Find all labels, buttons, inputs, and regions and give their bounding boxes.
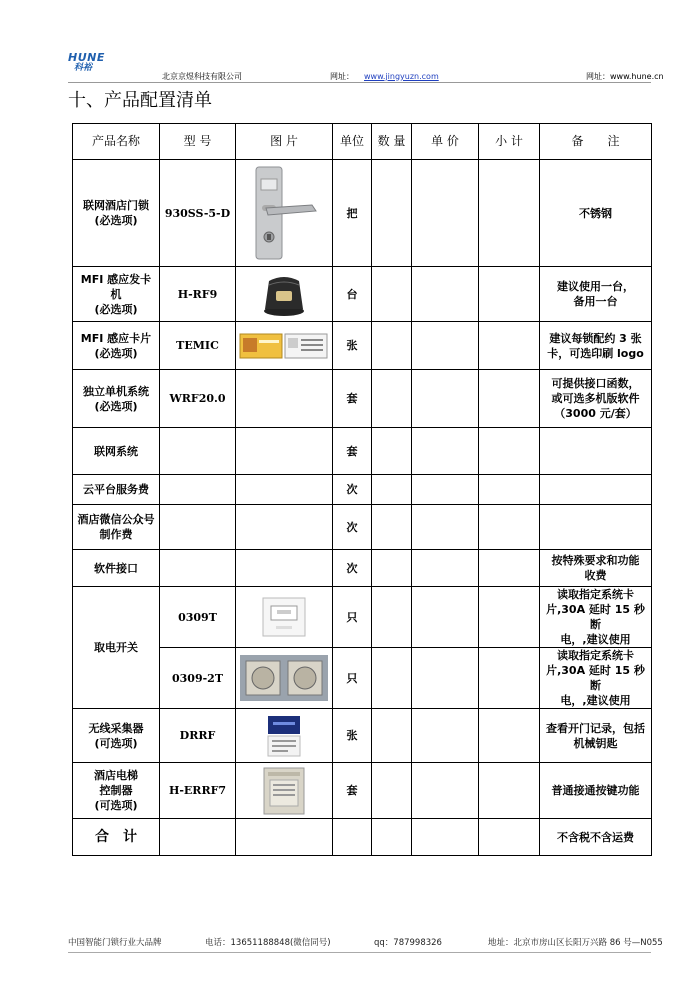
product-name: 云平台服务费: [73, 475, 160, 505]
product-unit: 套: [333, 370, 372, 428]
product-image: [236, 428, 333, 475]
qty-cell[interactable]: [372, 550, 412, 587]
product-name: 无线采集器 (可选项): [73, 709, 160, 763]
empty-cell: [236, 819, 333, 856]
price-cell[interactable]: [412, 428, 479, 475]
product-note: 普通接通按键功能: [540, 763, 652, 819]
product-unit: 把: [333, 160, 372, 267]
product-note: 建议每锁配约 3 张 卡，可选印刷 logo: [540, 322, 652, 370]
rf-card-image: [239, 332, 329, 360]
subtotal-cell[interactable]: [479, 267, 540, 322]
price-cell[interactable]: [412, 475, 479, 505]
product-model: [160, 550, 236, 587]
price-cell[interactable]: [412, 648, 479, 709]
product-unit: 张: [333, 709, 372, 763]
price-cell[interactable]: [412, 370, 479, 428]
elevator-controller-image: [261, 766, 307, 816]
product-image: [236, 587, 333, 648]
product-name: 软件接口: [73, 550, 160, 587]
price-cell[interactable]: [412, 550, 479, 587]
product-model: TEMIC: [160, 322, 236, 370]
qty-cell[interactable]: [372, 267, 412, 322]
col-header: 型 号: [160, 124, 236, 160]
product-note: 读取指定系统卡 片,30A 延时 15 秒断 电，,建议使用: [540, 587, 652, 648]
qty-cell[interactable]: [372, 648, 412, 709]
product-model: H-RF9: [160, 267, 236, 322]
col-header: 小 计: [479, 124, 540, 160]
logo-cn: 科裕: [74, 63, 93, 73]
table-row: [73, 267, 652, 322]
qty-total-cell[interactable]: [372, 819, 412, 856]
col-header: 产品名称: [73, 124, 160, 160]
subtotal-cell[interactable]: [479, 370, 540, 428]
product-image: [236, 370, 333, 428]
qty-cell[interactable]: [372, 370, 412, 428]
power-switch-pair-image: [240, 655, 328, 701]
col-header: 数 量: [372, 124, 412, 160]
product-model: 0309-2T: [160, 648, 236, 709]
product-unit: 次: [333, 505, 372, 550]
price-cell[interactable]: [412, 763, 479, 819]
company-name: 北京京煜科技有限公司: [162, 72, 242, 81]
product-model: WRF20.0: [160, 370, 236, 428]
header-divider: [68, 82, 651, 83]
product-model: 0309T: [160, 587, 236, 648]
qty-cell[interactable]: [372, 322, 412, 370]
product-name: 酒店电梯 控制器 (可选项): [73, 763, 160, 819]
price-cell[interactable]: [412, 322, 479, 370]
subtotal-cell[interactable]: [479, 428, 540, 475]
product-model: [160, 475, 236, 505]
product-note: 按特殊要求和功能 收费: [540, 550, 652, 587]
product-image: [236, 267, 333, 322]
product-note: 不锈钢: [540, 160, 652, 267]
product-unit: 只: [333, 587, 372, 648]
footer-phone: 电话：13651188848(微信同号): [205, 938, 331, 948]
product-image: [236, 648, 333, 709]
product-name: 独立单机系统 (必选项): [73, 370, 160, 428]
qty-cell[interactable]: [372, 587, 412, 648]
product-image: [236, 322, 333, 370]
product-model: H-ERRF7: [160, 763, 236, 819]
door-lock-image: [242, 165, 326, 261]
site-label: 网址： www.jingyuzn.com: [330, 72, 439, 81]
table-row: [73, 322, 652, 370]
site-label-2: 网址：www.hune.cn: [586, 72, 664, 81]
price-cell[interactable]: [412, 709, 479, 763]
product-model: DRRF: [160, 709, 236, 763]
price-total-cell[interactable]: [412, 819, 479, 856]
product-name: 酒店微信公众号 制作费: [73, 505, 160, 550]
price-cell[interactable]: [412, 267, 479, 322]
subtotal-cell[interactable]: [479, 160, 540, 267]
col-header: 备 注: [540, 124, 652, 160]
table-row: [73, 550, 652, 587]
product-note: 建议使用一台， 备用一台: [540, 267, 652, 322]
total-row: [73, 819, 652, 856]
product-model: 930SS-5-D: [160, 160, 236, 267]
site-link[interactable]: www.jingyuzn.com: [364, 72, 439, 81]
product-note: 可提供接口函数， 或可选多机版软件 （3000 元/套）: [540, 370, 652, 428]
subtotal-cell[interactable]: [479, 587, 540, 648]
product-image: [236, 505, 333, 550]
table-header-row: [73, 124, 652, 160]
product-image: [236, 763, 333, 819]
table-row: [73, 505, 652, 550]
table-row: [73, 475, 652, 505]
footer-brand: 中国智能门锁行业大品牌: [68, 938, 162, 948]
subtotal-cell[interactable]: [479, 709, 540, 763]
product-name: MFI 感应卡片 (必选项): [73, 322, 160, 370]
table-row: [73, 370, 652, 428]
power-switch-image: [261, 596, 307, 638]
logo-text: HUNE: [68, 51, 105, 64]
qty-cell[interactable]: [372, 428, 412, 475]
product-image: [236, 160, 333, 267]
product-name: 取电开关: [73, 587, 160, 709]
footer-qq: qq：787998326: [374, 938, 442, 948]
product-unit: 台: [333, 267, 372, 322]
price-cell[interactable]: [412, 160, 479, 267]
subtotal-cell[interactable]: [479, 763, 540, 819]
wireless-collector-image: [265, 714, 303, 758]
total-note: 不含税不含运费: [540, 819, 652, 856]
price-cell[interactable]: [412, 587, 479, 648]
footer-address: 地址：北京市房山区长阳万兴路 86 号—N055: [488, 938, 663, 948]
product-image: [236, 550, 333, 587]
footer-divider: [68, 952, 651, 953]
product-model: [160, 505, 236, 550]
col-header: 单位: [333, 124, 372, 160]
subtotal-cell[interactable]: [479, 550, 540, 587]
product-note: 读取指定系统卡 片,30A 延时 15 秒断 电，,建议使用: [540, 648, 652, 709]
total-label: 合 计: [73, 819, 160, 856]
col-header: 图 片: [236, 124, 333, 160]
table-row: [73, 160, 652, 267]
product-note: 查看开门记录，包括 机械钥匙: [540, 709, 652, 763]
product-unit: 只: [333, 648, 372, 709]
product-unit: 次: [333, 550, 372, 587]
table-row: [73, 648, 652, 709]
product-name: MFI 感应发卡 机 (必选项): [73, 267, 160, 322]
product-unit: 张: [333, 322, 372, 370]
subtotal-cell[interactable]: [479, 505, 540, 550]
page-title: 十、产品配置清单: [68, 90, 212, 111]
col-header: 单 价: [412, 124, 479, 160]
company-logo: [68, 52, 104, 73]
product-model: [160, 428, 236, 475]
card-issuer-image: [259, 271, 309, 317]
empty-cell: [333, 819, 372, 856]
product-config-table: [72, 123, 652, 856]
price-cell[interactable]: [412, 505, 479, 550]
product-note: [540, 428, 652, 475]
product-image: [236, 475, 333, 505]
product-unit: 套: [333, 763, 372, 819]
qty-cell[interactable]: [372, 763, 412, 819]
table-row: [73, 587, 652, 648]
product-note: [540, 505, 652, 550]
table-row: [73, 763, 652, 819]
subtotal-cell[interactable]: [479, 648, 540, 709]
product-name: 联网系统: [73, 428, 160, 475]
qty-cell[interactable]: [372, 505, 412, 550]
table-row: [73, 709, 652, 763]
subtotal-total-cell[interactable]: [479, 819, 540, 856]
qty-cell[interactable]: [372, 160, 412, 267]
product-unit: 次: [333, 475, 372, 505]
product-unit: 套: [333, 428, 372, 475]
empty-cell: [160, 819, 236, 856]
product-name: 联网酒店门锁 (必选项): [73, 160, 160, 267]
qty-cell[interactable]: [372, 475, 412, 505]
subtotal-cell[interactable]: [479, 475, 540, 505]
qty-cell[interactable]: [372, 709, 412, 763]
product-image: [236, 709, 333, 763]
subtotal-cell[interactable]: [479, 322, 540, 370]
table-row: [73, 428, 652, 475]
product-note: [540, 475, 652, 505]
